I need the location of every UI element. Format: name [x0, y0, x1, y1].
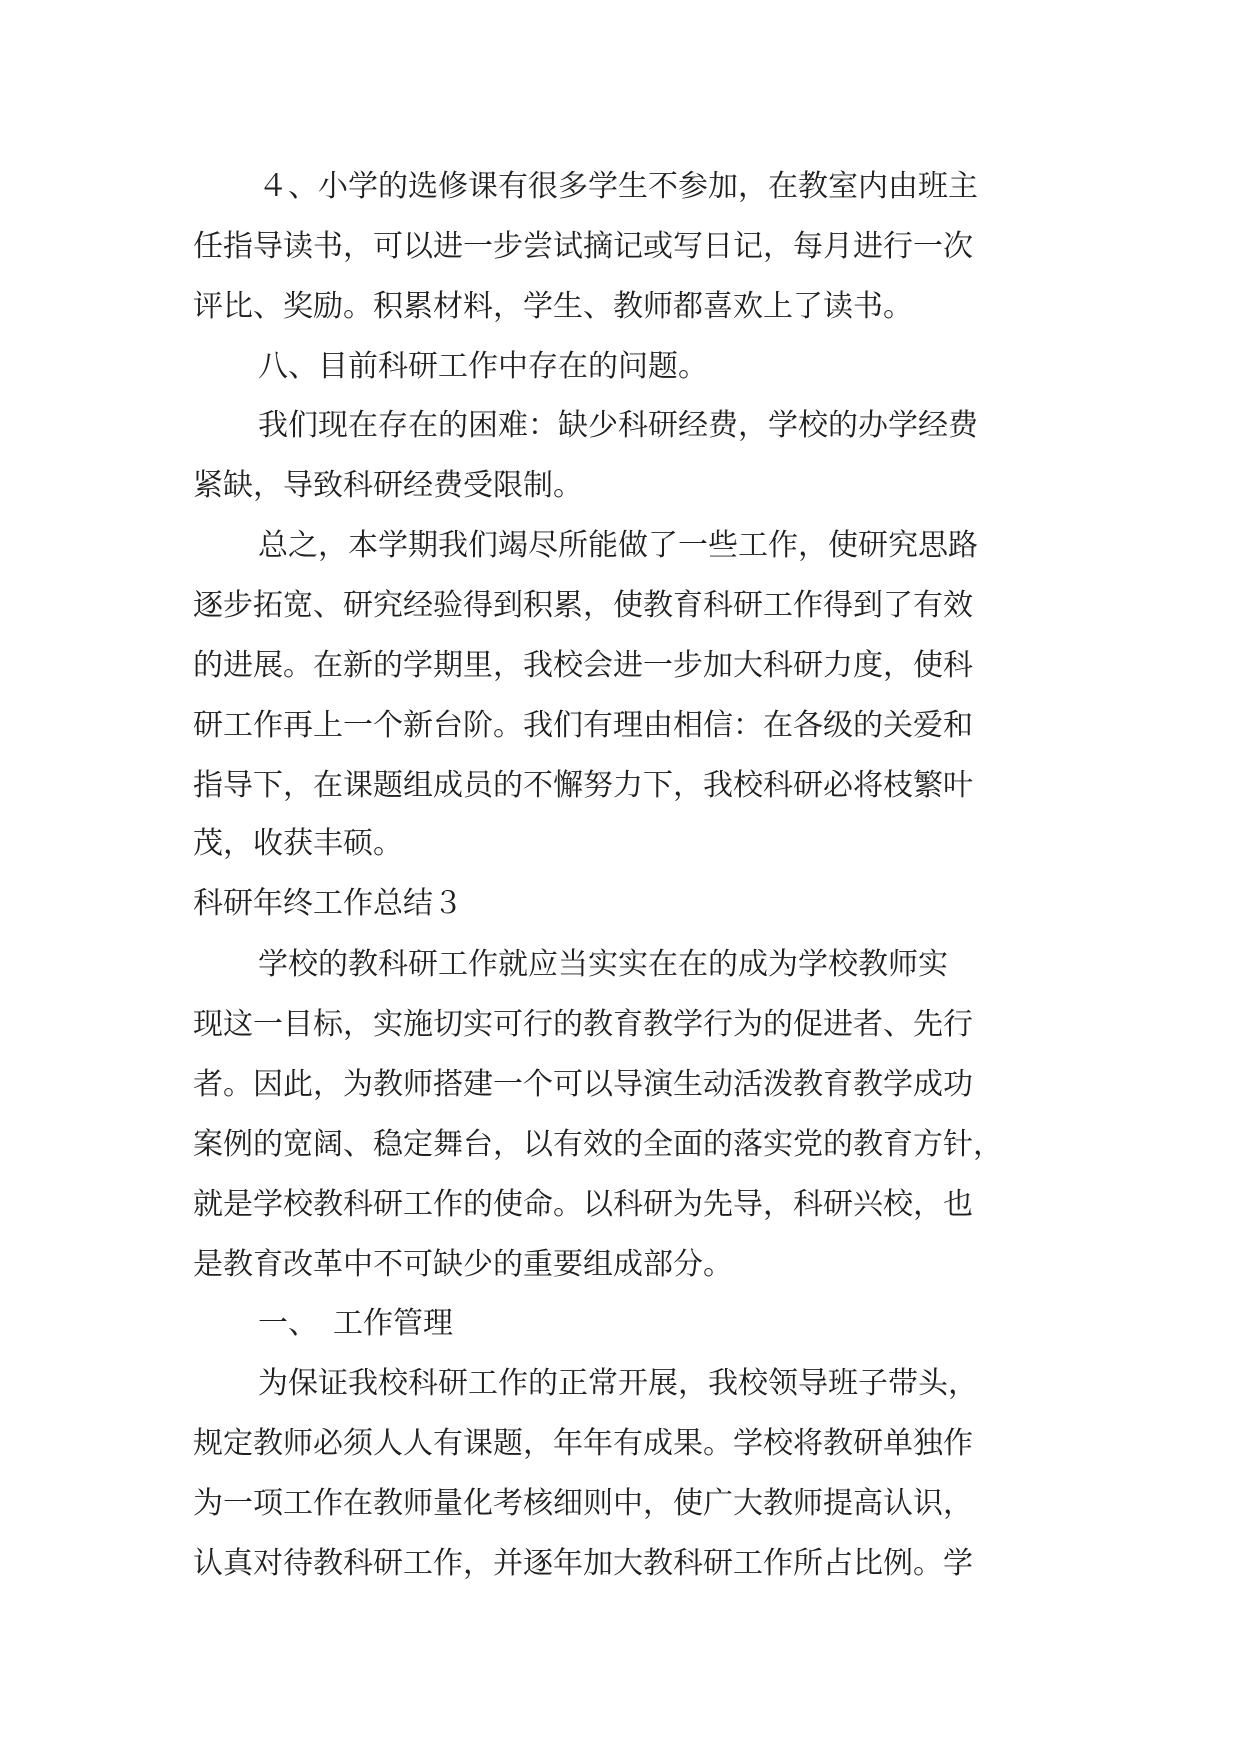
paragraph-line: 为一项工作在教师量化考核细则中，使广大教师提高认识，: [193, 1486, 973, 1521]
paragraph-line: 认真对待教科研工作，并逐年加大教科研工作所占比例。学: [193, 1546, 973, 1581]
paragraph-line: 指导下，在课题组成员的不懈努力下，我校科研必将枝繁叶: [193, 768, 973, 803]
paragraph-line: 为保证我校科研工作的正常开展，我校领导班子带头，: [258, 1366, 978, 1401]
paragraph-line: 逐步拓宽、研究经验得到积累，使教育科研工作得到了有效: [193, 588, 973, 623]
paragraph-line: 总之，本学期我们竭尽所能做了一些工作，使研究思路: [258, 528, 978, 563]
section-heading: 八、目前科研工作中存在的问题。: [258, 349, 708, 384]
paragraph-line: 案例的宽阔、稳定舞台，以有效的全面的落实党的教育方针，: [193, 1127, 1003, 1162]
paragraph-line: 规定教师必须人人有课题，年年有成果。学校将教研单独作: [193, 1426, 973, 1461]
paragraph-line: 现这一目标，实施切实可行的教育教学行为的促进者、先行: [193, 1007, 973, 1042]
paragraph-line: 紧缺，导致科研经费受限制。: [193, 468, 583, 503]
paragraph-line: ４、小学的选修课有很多学生不参加，在教室内由班主: [258, 169, 978, 204]
paragraph-line: 者。因此，为教师搭建一个可以导演生动活泼教育教学成功: [193, 1067, 973, 1102]
paragraph-line: 学校的教科研工作就应当实实在在的成为学校教师实: [258, 947, 948, 982]
section-heading: 一、 工作管理: [258, 1306, 453, 1341]
paragraph-line: 评比、奖励。积累材料，学生、教师都喜欢上了读书。: [193, 289, 913, 324]
paragraph-line: 我们现在存在的困难：缺少科研经费，学校的办学经费: [258, 408, 978, 443]
paragraph-line: 就是学校教科研工作的使命。以科研为先导，科研兴校，也: [193, 1187, 973, 1222]
document-title: 科研年终工作总结３: [193, 886, 463, 921]
paragraph-line: 研工作再上一个新台阶。我们有理由相信：在各级的关爱和: [193, 708, 973, 743]
paragraph-line: 的进展。在新的学期里，我校会进一步加大科研力度，使科: [193, 648, 973, 683]
paragraph-line: 茂，收获丰硕。: [193, 826, 403, 861]
paragraph-line: 是教育改革中不可缺少的重要组成部分。: [193, 1247, 733, 1282]
paragraph-line: 任指导读书，可以进一步尝试摘记或写日记，每月进行一次: [193, 229, 973, 264]
